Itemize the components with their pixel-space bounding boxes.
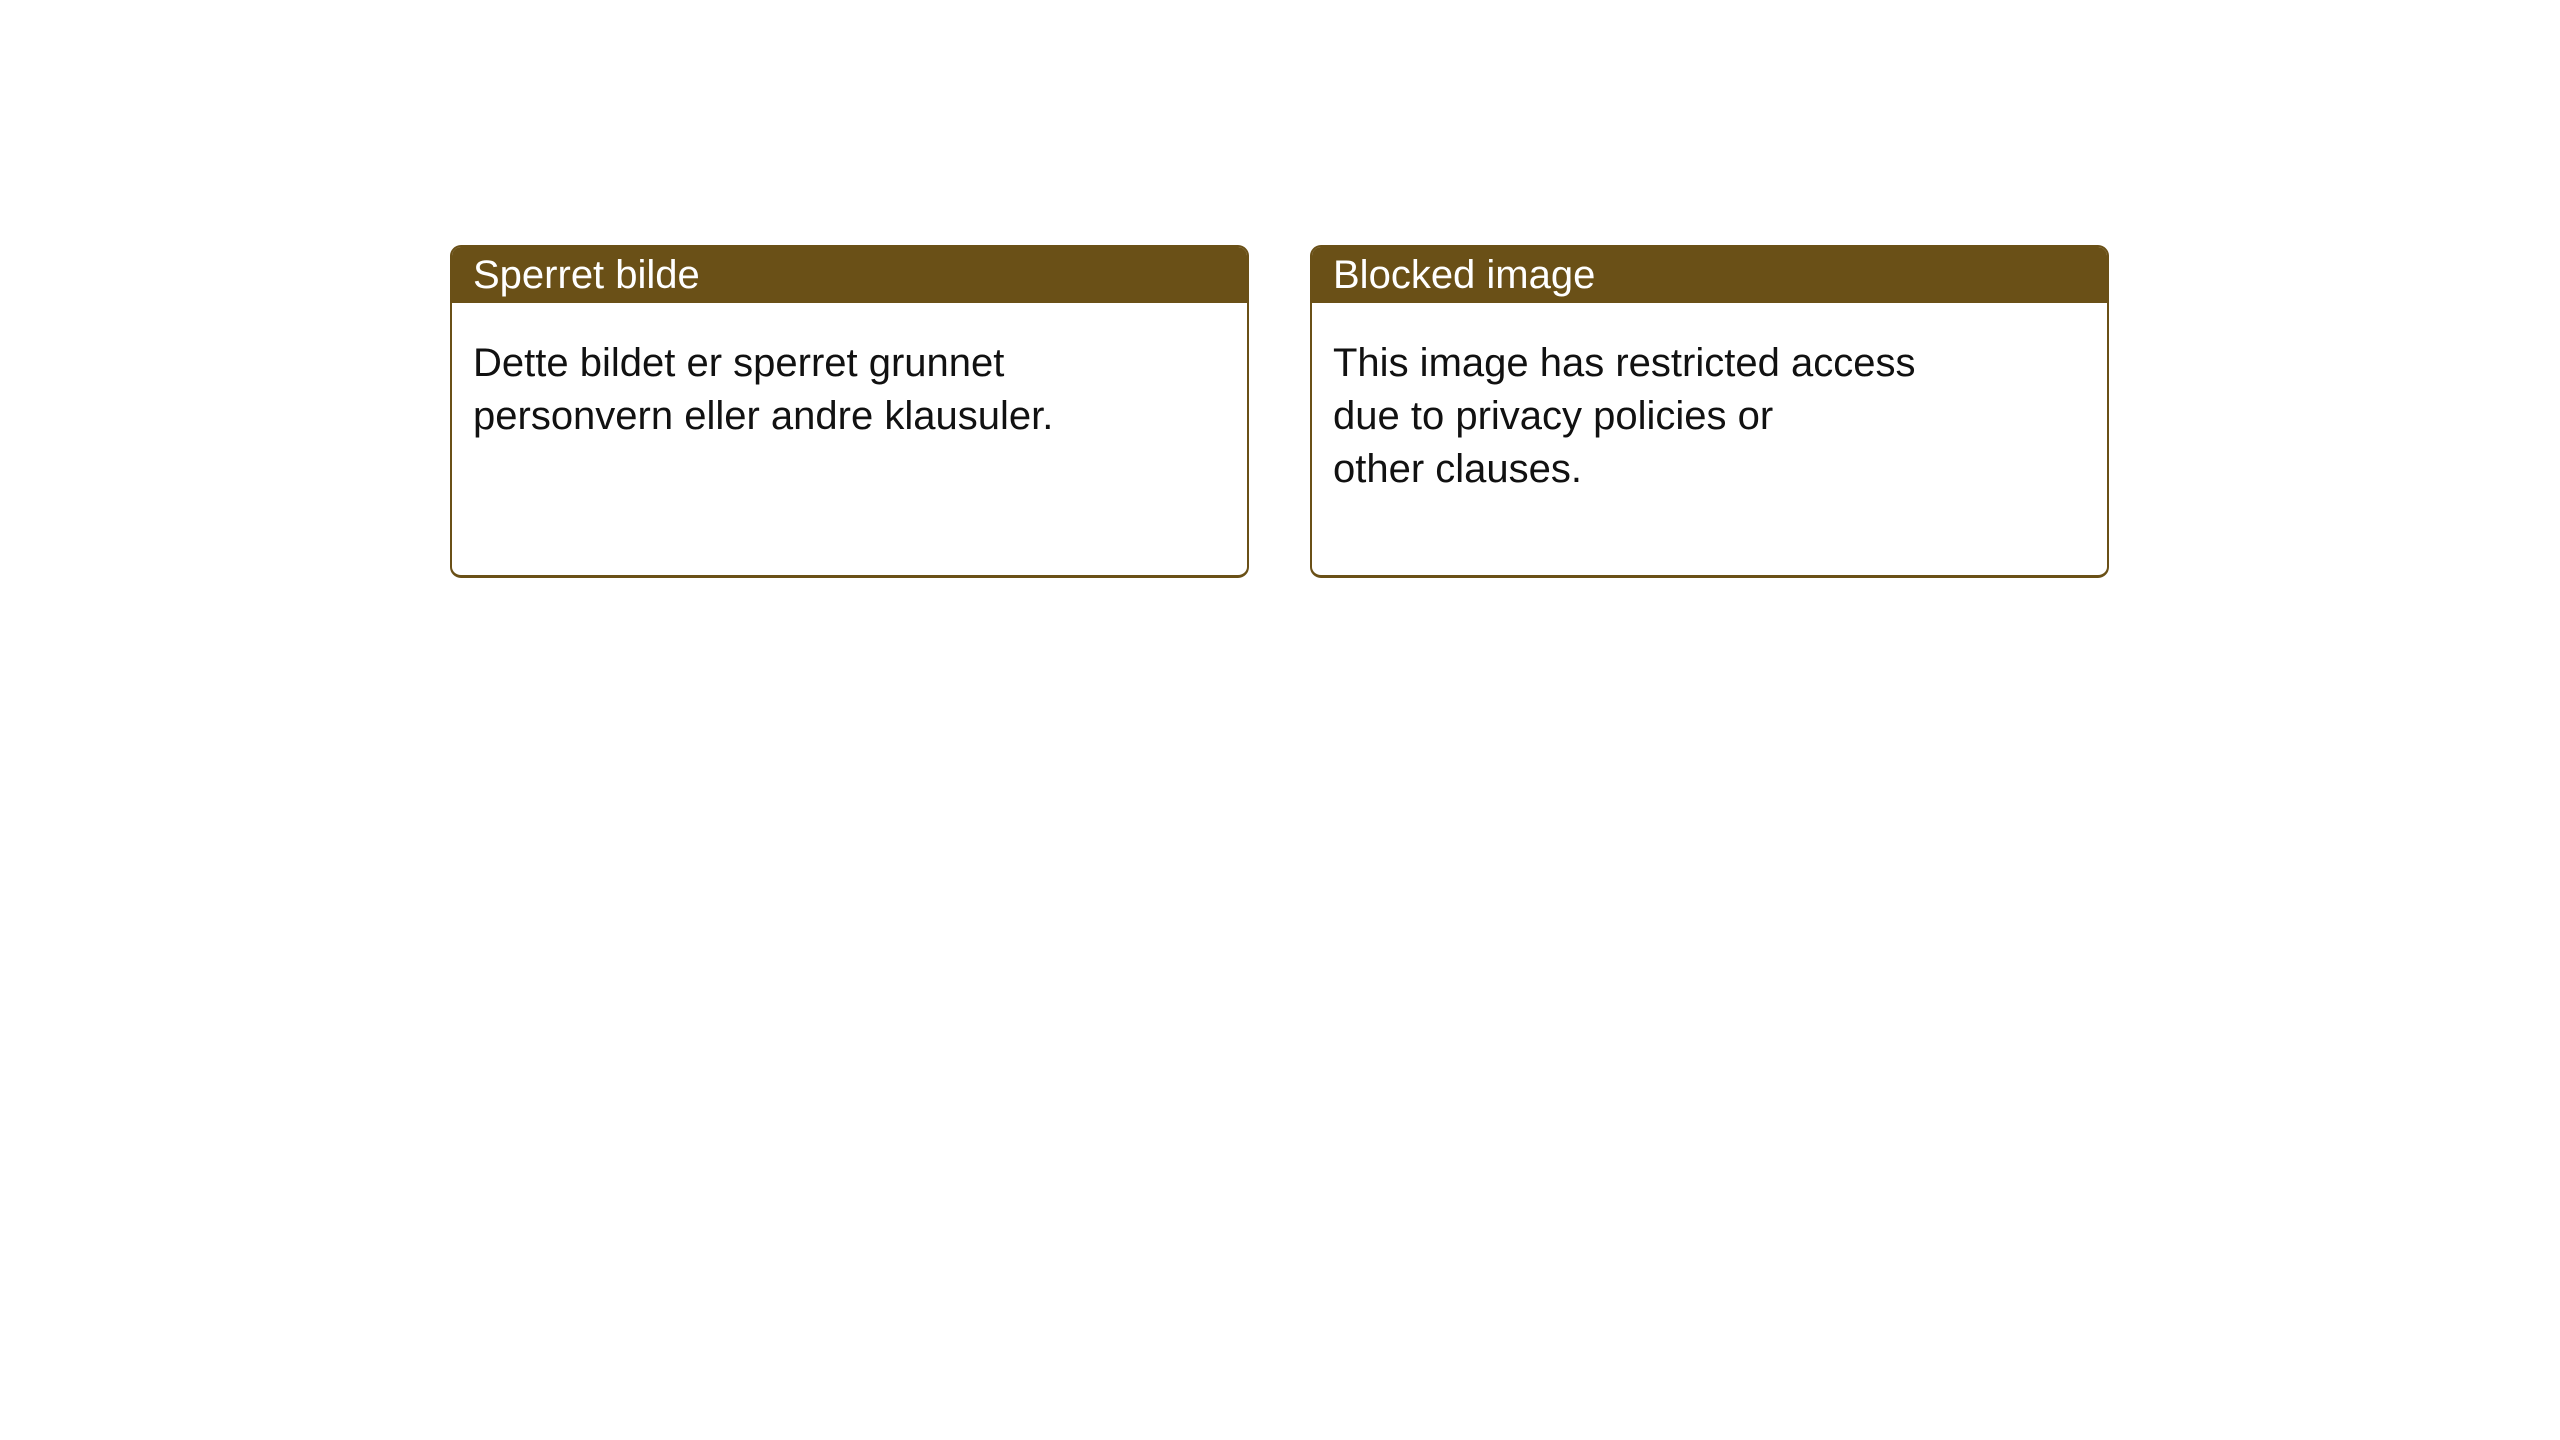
card-body-norwegian	[452, 303, 1247, 443]
card-body-line: personvern eller andre klausuler.	[473, 394, 1054, 438]
card-body-line: Dette bildet er sperret grunnet	[473, 341, 1005, 385]
blocked-image-card-english	[1310, 245, 2109, 578]
card-title-norwegian: Sperret bilde	[452, 247, 1247, 303]
blocked-image-card-norwegian	[450, 245, 1249, 578]
card-body-line: This image has restricted access	[1333, 341, 1916, 385]
card-title-english: Blocked image	[1312, 247, 2107, 303]
card-body-line: due to privacy policies or	[1333, 394, 1774, 438]
card-body-english	[1312, 303, 2107, 496]
card-body-line: other clauses.	[1333, 447, 1583, 491]
